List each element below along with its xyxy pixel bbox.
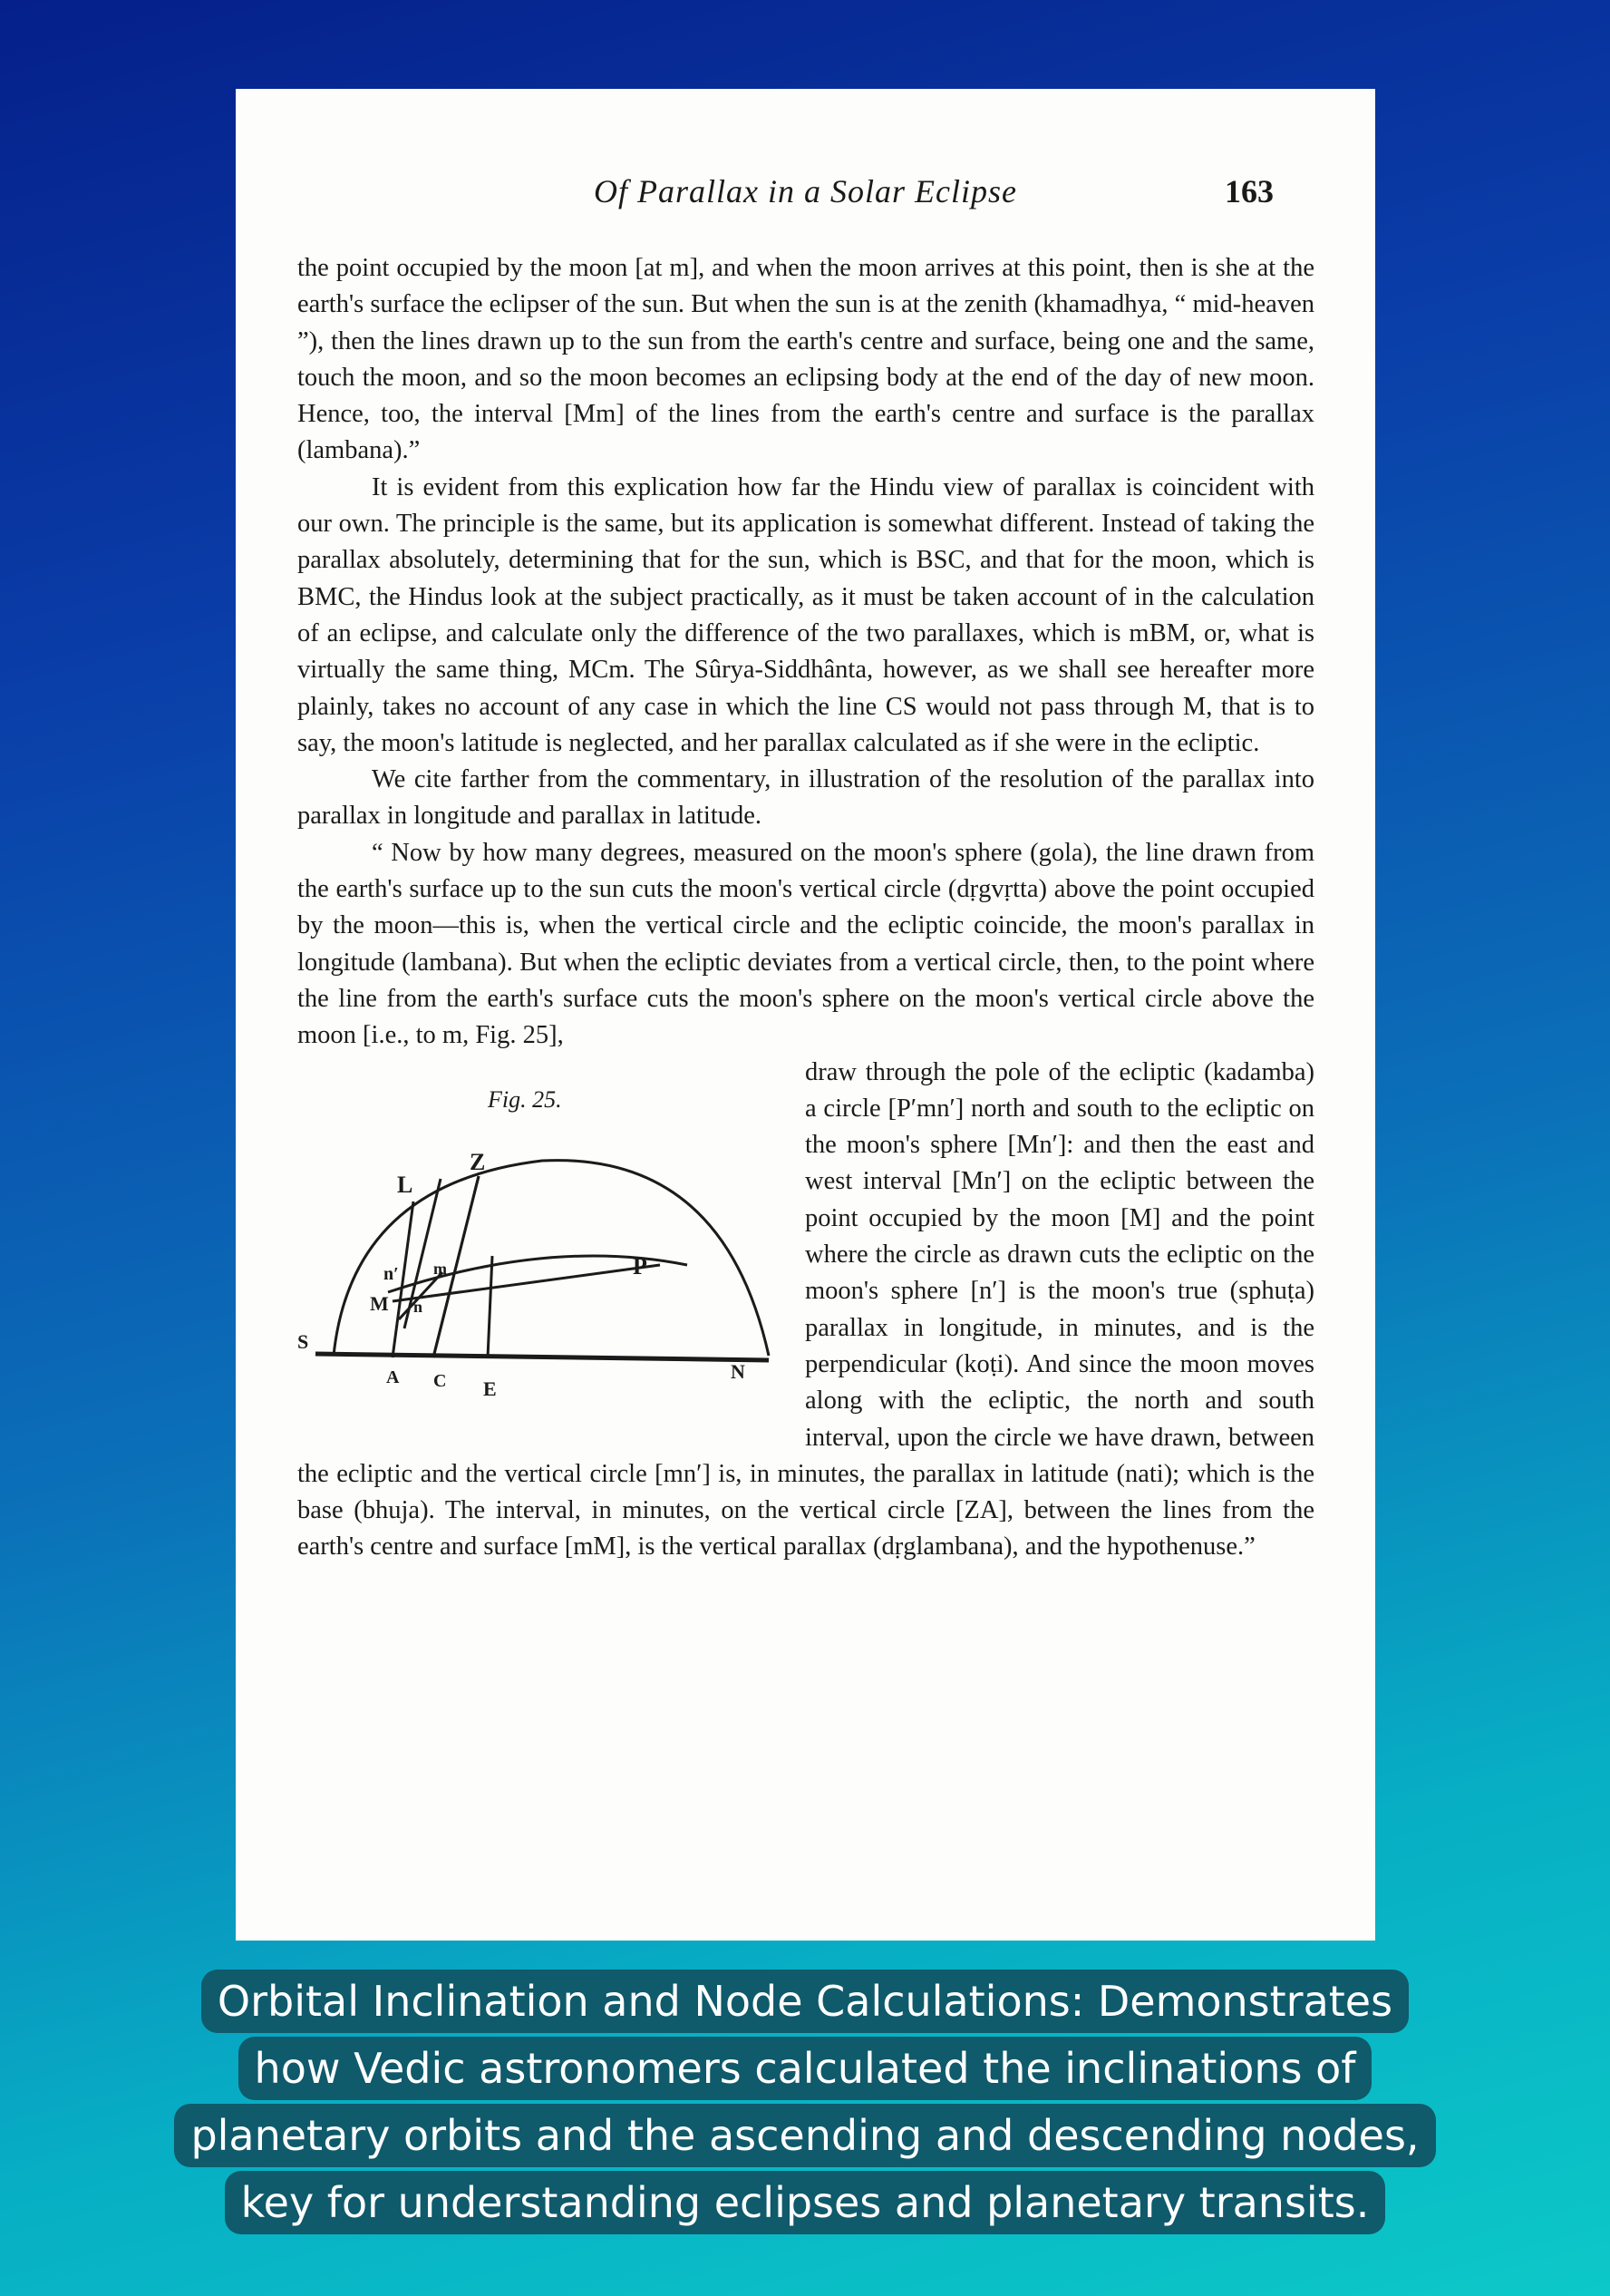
label-n-point: N <box>731 1359 745 1383</box>
label-m: M <box>370 1291 389 1315</box>
paragraph-3: We cite farther from the commentary, in illustration of the resolution of the parallax into parallax in longitude and parallax in latitude. <box>297 765 1314 831</box>
label-a: A <box>386 1367 400 1387</box>
parallax-diagram <box>297 1111 805 1410</box>
body-text <box>297 250 1314 1566</box>
paragraph-2: It is evident from this explication how far the Hindu view of parallax is coincident with our own. The principle is the same, but its application is somewhat different. Instead of taking the parallax absolutely, determining that for the sun, which is BSC, and that for the moon, which is BMC, the Hindus look at the subject practically, as it must be taken account of in the calculation of an eclipse, and calculate only the difference of the two parallaxes, which is mBM, or, what is virtually the same thing, MCm. The Sûrya-Siddhânta, however, as we shall see hereafter more plainly, takes no account of any case in which the line CS would not pass through M, that is to say, the moon's latitude is neglected, and her parallax calculated as if she were in the ecliptic. <box>297 472 1314 757</box>
line-e <box>488 1256 492 1357</box>
caption-overlay <box>160 1970 1450 2238</box>
caption-line-3: planetary orbits and the ascending and descending nodes, <box>174 2104 1435 2167</box>
figure-25 <box>297 1056 805 1425</box>
paragraph-5: draw through the pole of the ecliptic (kadamba) a circle [P′mn′] north and south to the ecliptic on the moon's sphere [Mn′]: and then the east and west interval [Mn′] on the ecliptic between the point occupied by the moon [M] and the point where the circle as drawn cuts the ecliptic on the moon's sphere [n′] is the moon's true (sphuṭa) parallax in longitude, in minutes, and is the perpendicular (koṭi). And since the moon moves along with the ecliptic, the north and south interval, upon the circle we have drawn, between the ecliptic and the vertical circle [mn′] is, in minutes, the parallax in latitude (nati); which is the base (bhuja). The interval, in minutes, on the vertical circle [ZA], between the lines from the earth's centre and surface [mM], is the vertical parallax (dṛglambana), and the hypothenuse.” <box>297 1057 1314 1561</box>
label-n: n <box>413 1297 423 1316</box>
label-l: L <box>397 1171 413 1198</box>
label-c: C <box>433 1370 447 1391</box>
running-head <box>236 172 1375 218</box>
caption-line-1: Orbital Inclination and Node Calculations: Demonstrates <box>201 1970 1409 2033</box>
book-page <box>236 89 1375 1941</box>
paragraph-1: the point occupied by the moon [at m], and when the moon arrives at this point, then is she at the earth's surface the eclipser of the sun. But when the sun is at the zenith (khamadhya, “ mid-heaven ”), then the lines drawn up to the sun from the earth's centre and surface, being one and the same, touch the moon, and so the moon becomes an eclipsing body at the end of the day of new moon. Hence, too, the interval [Mm] of the lines from the earth's centre and surface is the parallax (lambana).” <box>297 254 1314 465</box>
page-number: 163 <box>1225 173 1274 209</box>
figure-caption: Fig. 25. <box>488 1085 562 1113</box>
paragraph-4: “ Now by how many degrees, measured on the moon's sphere (gola), the line drawn from the earth's surface up to the sun cuts the moon's vertical circle (dṛgvṛtta) above the point occupied by the moon—this is, when the vertical circle and the ecliptic coincide, the moon's parallax in longitude (lambana). But when the ecliptic deviates from a vertical circle, then, to the point where the line from the earth's surface cuts the moon's sphere on the moon's vertical circle above the moon [i.e., to m, Fig. 25], <box>297 838 1314 1050</box>
horizon-line <box>315 1354 769 1360</box>
label-z: Z <box>470 1148 486 1175</box>
running-title: Of Parallax in a Solar Eclipse <box>594 173 1017 209</box>
label-s: S <box>297 1329 309 1353</box>
caption-line-4: key for understanding eclipses and planetary transits. <box>225 2171 1386 2234</box>
label-n-prime: n′ <box>383 1263 399 1284</box>
caption-line-2: how Vedic astronomers calculated the inclinations of <box>238 2037 1372 2100</box>
label-m-small: m <box>433 1259 447 1278</box>
label-e: E <box>483 1377 497 1400</box>
label-p: P <box>633 1252 647 1279</box>
